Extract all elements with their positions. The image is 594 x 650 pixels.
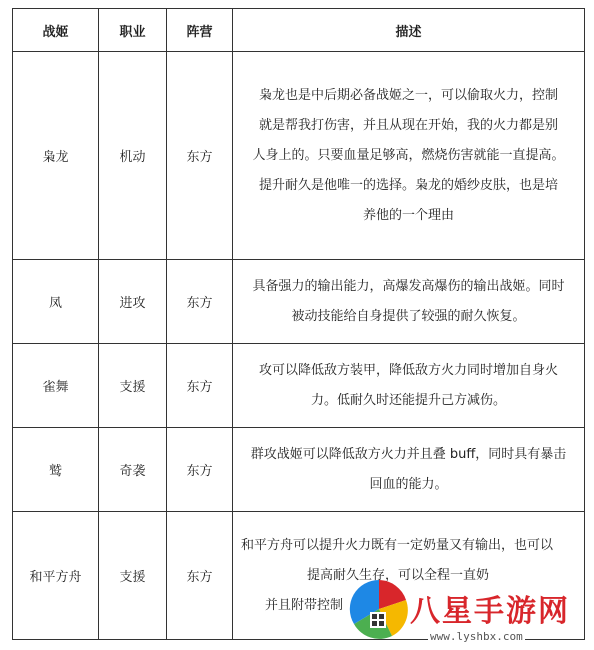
cell-description [233,344,585,428]
cell-name: 凤 [13,260,99,344]
description-line: 并且附带控制 [265,597,344,613]
description-line: 就是帮我打伤害，并且从现在开始，我的火力都是别 [258,117,558,133]
cell-role: 奇袭 [99,428,167,512]
cell-role: 机动 [99,52,167,260]
description-line: 群攻战姬可以降低敌方火力并且叠 buff，同时具有暴击 [250,446,567,462]
description-line: 回血的能力。 [369,476,448,492]
cell-role: 支援 [99,344,167,428]
cell-faction: 东方 [167,344,233,428]
description-line: 和平方舟可以提升火力既有一定奶量又有输出，也可以 [241,537,554,553]
table-row [13,52,585,260]
description-line: 攻可以降低敌方装甲，降低敌方火力同时增加自身火 [258,362,558,378]
header-name: 战姬 [13,9,99,52]
cell-faction: 东方 [167,52,233,260]
cell-description [233,428,585,512]
description-line: 人身上的。只要血量足够高，燃烧伤害就能一直提高。 [252,147,565,163]
cell-name: 鹫 [13,428,99,512]
description-line: 被动技能给自身提供了较强的耐久恢复。 [291,308,526,324]
description-line: 提升耐久是他唯一的选择。枭龙的婚纱皮肤，也是培 [258,177,558,193]
header-description: 描述 [233,9,585,52]
description-line: 力。低耐久时还能提升己方减伤。 [310,392,506,408]
cell-role: 支援 [99,512,167,640]
watermark-url: www.lyshbx.com [430,630,523,643]
cell-description [233,260,585,344]
header-role: 职业 [99,9,167,52]
hero-table [12,8,585,640]
cell-name: 雀舞 [13,344,99,428]
description-line: 枭龙也是中后期必备战姬之一，可以偷取火力，控制 [258,87,558,103]
table-row [13,344,585,428]
cell-role: 进攻 [99,260,167,344]
pinwheel-logo-icon [346,576,412,642]
cell-faction: 东方 [167,260,233,344]
cell-faction: 东方 [167,428,233,512]
table-header-row [13,9,585,52]
site-watermark [344,576,594,650]
watermark-brand: 八星手游网 [410,594,570,629]
cell-name: 枭龙 [13,52,99,260]
table-row [13,260,585,344]
description-line: 提高耐久生存，可以全程一直奶 [307,567,490,583]
cell-faction: 东方 [167,512,233,640]
header-faction: 阵营 [167,9,233,52]
description-line: 具备强力的输出能力，高爆发高爆伤的输出战姬。同时 [252,278,565,294]
description-line: 养他的一个理由 [362,207,454,223]
table-row [13,428,585,512]
cell-name: 和平方舟 [13,512,99,640]
cell-description [233,52,585,260]
